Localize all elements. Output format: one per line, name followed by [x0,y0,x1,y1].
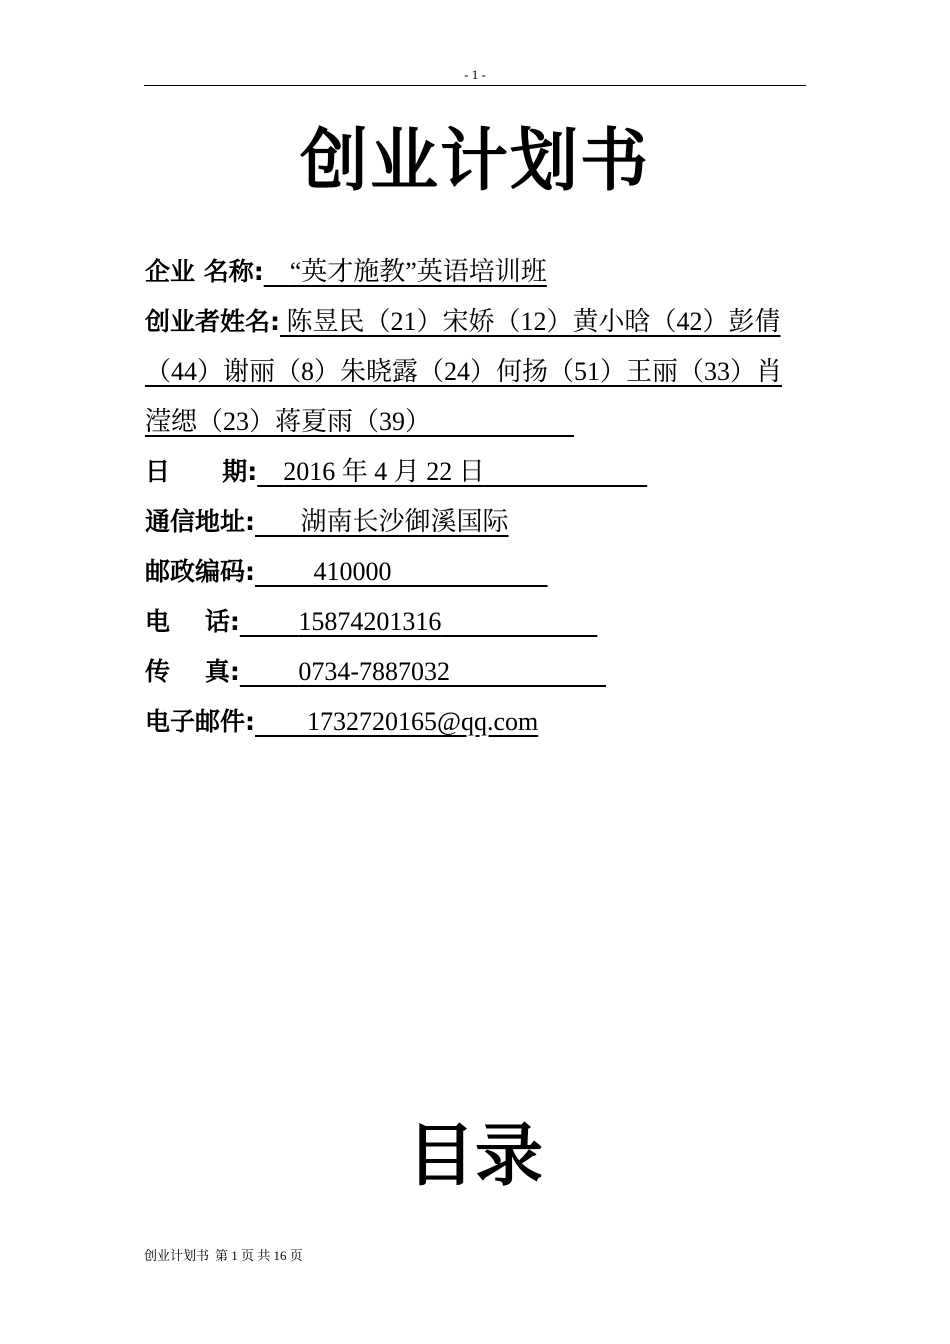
field-label: 创业者姓名: [145,307,280,336]
page-footer [144,1248,303,1264]
field-lead [257,457,283,486]
field-lead [240,657,299,686]
field-value: “英才施教”英语培训班 [289,257,547,286]
field-value: 1732720165@qq.com [307,707,539,736]
field-value: 0734-7887032 [298,657,450,686]
field-label: 电 话: [145,607,240,636]
field-label: 传 真: [145,657,240,686]
field-company-name [145,247,807,297]
field-lead [240,607,299,636]
field-lead [264,257,290,286]
field-value: 410000 [313,557,392,586]
field-postcode [145,547,807,597]
field-label: 企业 名称: [145,257,264,286]
field-label: 邮政编码: [145,557,255,586]
header-rule [144,85,806,86]
page-number: - 1 - [464,67,486,82]
field-trail [485,457,648,486]
field-value: 湖南长沙御溪国际 [300,507,509,536]
document-title: 创业计划书 [299,122,650,201]
field-label: 通信地址: [145,507,255,536]
field-trail [450,657,606,686]
field-lead [255,507,301,536]
footer-doc-name: 创业计划书 [144,1248,210,1263]
toc-title: 目录 [406,1117,543,1196]
field-value: 陈昱民（21）宋娇（12）黄小晗（42）彭倩（44）谢丽（8）朱晓露（24）何扬（51）王丽（33）肖滢缌（23）蒋夏雨（39） [145,307,783,436]
field-trail [431,407,574,436]
field-value: 15874201316 [298,607,442,636]
field-label: 日 期: [145,457,258,486]
field-lead [255,557,314,586]
field-address [145,497,807,547]
field-founders [145,297,807,447]
field-phone [145,597,807,647]
field-trail [441,607,597,636]
field-lead [255,707,307,736]
field-email [145,697,807,747]
footer-page-info: 第 1 页 共 16 页 [215,1248,303,1263]
field-value: 2016 年 4 月 22 日 [283,457,485,486]
field-trail [392,557,548,586]
info-block [145,247,807,747]
field-fax [145,647,807,697]
field-label: 电子邮件: [145,707,255,736]
field-date [145,447,807,497]
